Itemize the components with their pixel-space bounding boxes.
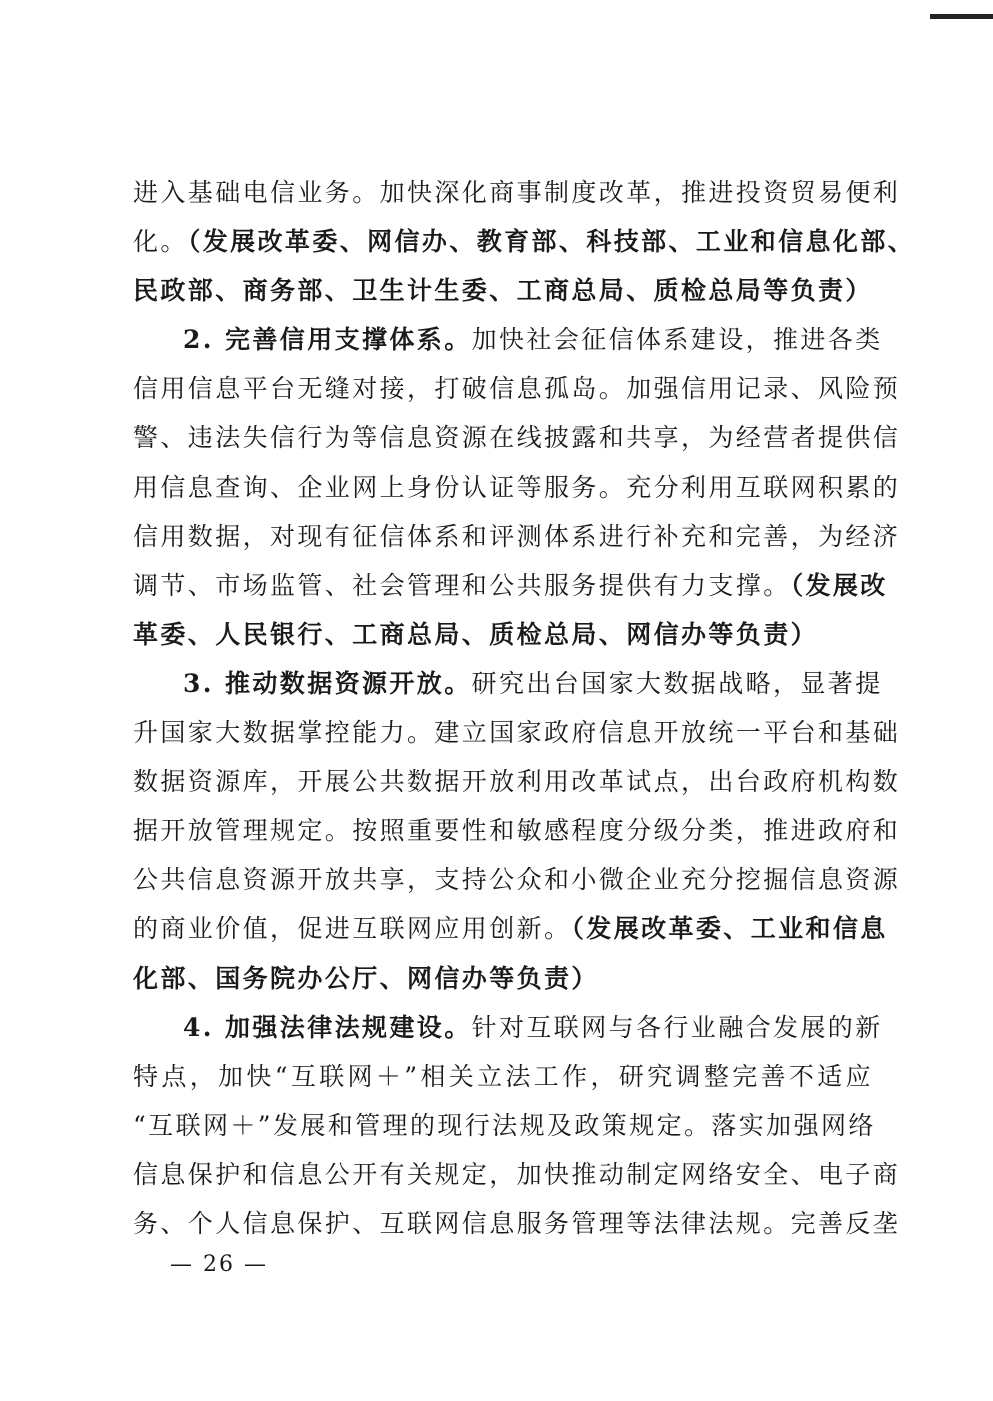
- text-line: 信用信息平台无缝对接，打破信息孤岛。加强信用记录、风险预: [133, 374, 901, 404]
- text-span: 研究出台国家大数据战略，显著提: [471, 668, 883, 698]
- text-line: [133, 315, 883, 364]
- responsible-departments: 革委、人民银行、工商总局、质检总局、网信办等负责）: [133, 619, 819, 649]
- text-line: “互联网＋”发展和管理的现行法规及政策规定。落实加强网络: [133, 1110, 876, 1140]
- responsible-departments: 化部、国务院办公厅、网信办等负责）: [133, 963, 599, 993]
- text-line: 进入基础电信业务。加快深化商事制度改革，推进投资贸易便利: [133, 178, 901, 207]
- text-span: 的商业价值，促进互联网应用创新。: [133, 914, 572, 944]
- responsible-departments: （发展改革委、网信办、教育部、科技部、工业和信息化部、: [187, 227, 916, 257]
- text-line: [133, 1003, 883, 1052]
- responsible-departments: （发展改: [790, 570, 888, 600]
- text-line: 信用数据，对现有征信体系和评测体系进行补充和完善，为经济: [133, 521, 901, 551]
- text-line: 务、个人信息保护、互联网信息服务管理等法律法规。完善反垄: [133, 1208, 901, 1238]
- text-span: 化。: [133, 227, 188, 257]
- section-heading: 3. 推动数据资源开放。: [183, 668, 472, 698]
- text-line: 据开放管理规定。按照重要性和敏感程度分级分类，推进政府和: [133, 816, 901, 846]
- text-span: 加快社会征信体系建设，推进各类: [471, 325, 883, 355]
- paragraph-continuation: [133, 168, 916, 315]
- paragraph-data-open: [133, 659, 901, 1003]
- responsible-departments: 民政部、商务部、卫生计生委、工商总局、质检总局等负责）: [133, 276, 873, 306]
- section-heading: 4. 加强法律法规建设。: [183, 1012, 472, 1042]
- text-line: 特点，加快“互联网＋”相关立法工作，研究调整完善不适应: [133, 1061, 873, 1091]
- text-line: [133, 904, 888, 953]
- text-line: [133, 561, 888, 610]
- paragraph-credit-system: [133, 315, 901, 659]
- top-edge-rule: [930, 14, 993, 19]
- text-line: 数据资源库，开展公共数据开放利用改革试点，出台政府机构数: [133, 767, 901, 797]
- paragraph-legal: [133, 1003, 901, 1248]
- text-line: [133, 217, 916, 266]
- text-line: 用信息查询、企业网上身份认证等服务。充分利用互联网积累的: [133, 472, 901, 502]
- text-line: 信息保护和信息公开有关规定，加快推动制定网络安全、电子商: [133, 1159, 901, 1189]
- text-span: 针对互联网与各行业融合发展的新: [471, 1012, 883, 1042]
- text-line: [133, 659, 883, 708]
- section-heading: 2. 完善信用支撑体系。: [183, 325, 472, 355]
- document-body: [133, 168, 916, 1248]
- responsible-departments: （发展改革委、工业和信息: [571, 914, 888, 944]
- text-line: 警、违法失信行为等信息资源在线披露和共享，为经营者提供信: [133, 423, 901, 453]
- text-line: 升国家大数据掌控能力。建立国家政府信息开放统一平台和基础: [133, 718, 901, 748]
- text-line: 公共信息资源开放共享，支持公众和小微企业充分挖掘信息资源: [133, 865, 901, 895]
- page-number: — 26 —: [170, 1252, 268, 1277]
- text-span: 调节、市场监管、社会管理和公共服务提供有力支撑。: [133, 570, 791, 600]
